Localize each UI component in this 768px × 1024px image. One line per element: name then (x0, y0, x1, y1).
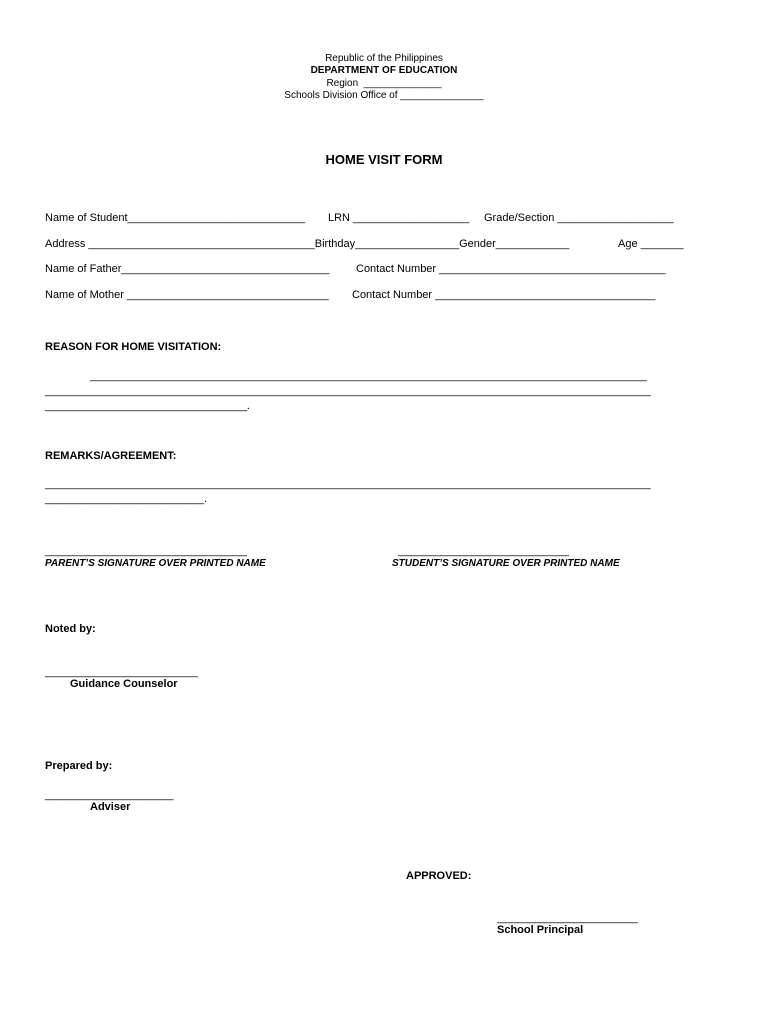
mother-contact-number-field[interactable]: Contact Number ____________________________________ (352, 289, 656, 301)
name-of-father-field[interactable]: Name of Father__________________________________ (45, 263, 330, 275)
student-signature-label: STUDENT’S SIGNATURE OVER PRINTED NAME (392, 558, 620, 569)
header-republic: Republic of the Philippines (325, 53, 443, 64)
father-contact-number-field[interactable]: Contact Number _____________________________________ (356, 263, 666, 275)
adviser-line[interactable]: _____________________ (45, 789, 174, 801)
age-field[interactable]: Age _______ (618, 238, 684, 250)
remarks-line-1[interactable]: ___________________________________________________________________________________________________ (45, 478, 651, 490)
remarks-heading: REMARKS/AGREEMENT: (45, 450, 177, 462)
remarks-line-2[interactable]: __________________________. (45, 493, 208, 505)
school-principal-label: School Principal (497, 924, 584, 936)
name-of-mother-field[interactable]: Name of Mother _________________________________ (45, 289, 329, 301)
guidance-counselor-line[interactable]: _________________________ (45, 666, 198, 678)
noted-by-label: Noted by: (45, 623, 96, 635)
parent-signature-label: PARENT’S SIGNATURE OVER PRINTED NAME (45, 558, 266, 569)
header-region: Region ______________ (326, 78, 442, 89)
reason-line-1[interactable]: ___________________________________________________________________________________________ (90, 370, 647, 382)
school-principal-line[interactable]: _______________________ (497, 912, 638, 924)
guidance-counselor-label: Guidance Counselor (70, 678, 178, 690)
approved-label: APPROVED: (406, 870, 472, 882)
address-birthday-gender-field[interactable]: Address _____________________________________Birthday_________________Gender____________ (45, 238, 570, 250)
header-department: DEPARTMENT OF EDUCATION (310, 65, 458, 76)
form-title: HOME VISIT FORM (325, 152, 443, 167)
reason-line-3[interactable]: _________________________________. (45, 400, 250, 412)
student-signature-line[interactable]: ____________________________ (398, 545, 570, 557)
adviser-label: Adviser (90, 801, 131, 813)
parent-signature-line[interactable]: _________________________________ (45, 545, 247, 557)
prepared-by-label: Prepared by: (45, 760, 113, 772)
name-of-student-field[interactable]: Name of Student_____________________________ (45, 212, 305, 224)
grade-section-field[interactable]: Grade/Section ___________________ (484, 212, 674, 224)
header-division-office: Schools Division Office of _______________ (284, 90, 484, 101)
lrn-field[interactable]: LRN ___________________ (328, 212, 470, 224)
reason-line-2[interactable]: ___________________________________________________________________________________________________ (45, 385, 651, 397)
reason-heading: REASON FOR HOME VISITATION: (45, 341, 222, 353)
